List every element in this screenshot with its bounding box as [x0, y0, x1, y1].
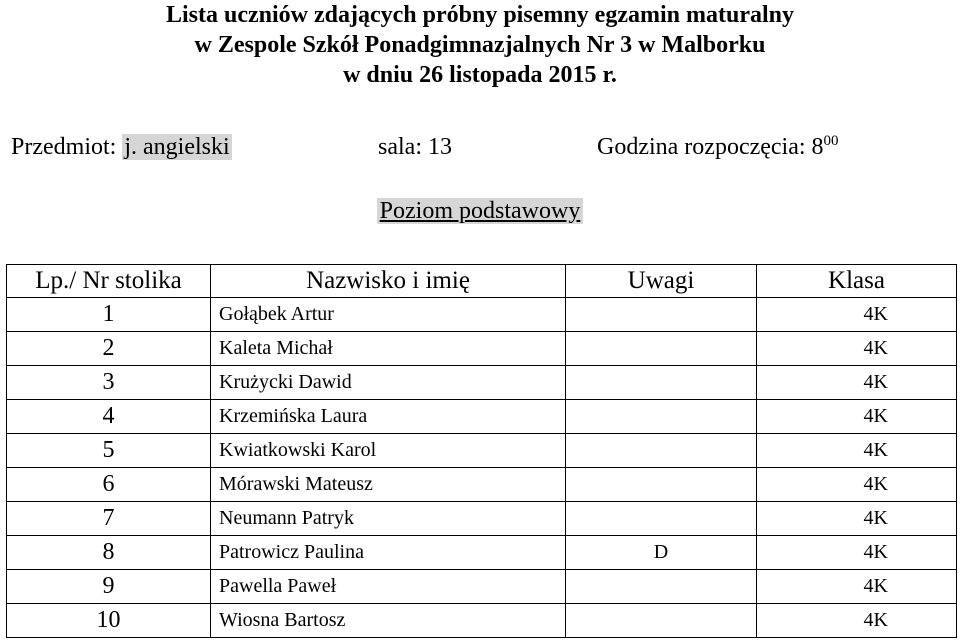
- table-row: [7, 604, 957, 638]
- cell-klasa: 4K: [757, 366, 957, 400]
- cell-lp: 10: [7, 604, 211, 638]
- column-header-lp: Lp./ Nr stolika: [7, 265, 211, 298]
- cell-lp: 2: [7, 332, 211, 366]
- cell-name: Gołąbek Artur: [211, 298, 566, 332]
- cell-uwagi: [566, 298, 757, 332]
- exam-level-label: Poziom podstawowy: [377, 198, 584, 224]
- cell-lp: 4: [7, 400, 211, 434]
- cell-klasa: 4K: [757, 400, 957, 434]
- cell-lp: 7: [7, 502, 211, 536]
- cell-uwagi: [566, 434, 757, 468]
- cell-uwagi: [566, 332, 757, 366]
- subject-label: Przedmiot:: [11, 134, 117, 160]
- cell-klasa: 4K: [757, 570, 957, 604]
- column-header-klasa: Klasa: [757, 265, 957, 298]
- header-school: w Zespole Szkół Ponadgimnazjalnych Nr 3 w Malborku: [194, 32, 766, 58]
- room-info: sala: 13: [378, 134, 452, 160]
- cell-uwagi: [566, 400, 757, 434]
- table-row: [7, 536, 957, 570]
- cell-uwagi: D: [566, 536, 757, 570]
- start-time-minutes: 00: [823, 133, 839, 149]
- cell-name: Wiosna Bartosz: [211, 604, 566, 638]
- table-row: [7, 366, 957, 400]
- cell-name: Krużycki Dawid: [211, 366, 566, 400]
- header-title: Lista uczniów zdających próbny pisemny egzamin maturalny: [165, 2, 794, 28]
- student-table: [6, 264, 957, 638]
- cell-lp: 3: [7, 366, 211, 400]
- cell-uwagi: [566, 604, 757, 638]
- start-time-label: Godzina rozpoczęcia: 8: [597, 134, 824, 160]
- column-header-name: Nazwisko i imię: [211, 265, 566, 298]
- cell-lp: 1: [7, 298, 211, 332]
- cell-uwagi: [566, 570, 757, 604]
- cell-klasa: 4K: [757, 298, 957, 332]
- cell-klasa: 4K: [757, 604, 957, 638]
- cell-name: Neumann Patryk: [211, 502, 566, 536]
- cell-name: Patrowicz Paulina: [211, 536, 566, 570]
- cell-name: Pawella Paweł: [211, 570, 566, 604]
- table-row: [7, 468, 957, 502]
- cell-name: Mórawski Mateusz: [211, 468, 566, 502]
- table-row: [7, 434, 957, 468]
- cell-uwagi: [566, 468, 757, 502]
- cell-lp: 6: [7, 468, 211, 502]
- cell-lp: 5: [7, 434, 211, 468]
- cell-klasa: 4K: [757, 536, 957, 570]
- cell-name: Krzemińska Laura: [211, 400, 566, 434]
- cell-klasa: 4K: [757, 468, 957, 502]
- document-header: [0, 0, 960, 90]
- subject-info: [11, 130, 232, 164]
- table-row: [7, 332, 957, 366]
- cell-klasa: 4K: [757, 434, 957, 468]
- cell-lp: 9: [7, 570, 211, 604]
- table-row: [7, 298, 957, 332]
- cell-uwagi: [566, 502, 757, 536]
- start-time: [597, 130, 839, 164]
- subject-row: [0, 130, 960, 164]
- table-row: [7, 502, 957, 536]
- header-date: w dniu 26 listopada 2015 r.: [343, 62, 617, 88]
- cell-uwagi: [566, 366, 757, 400]
- table-header-row: [7, 265, 957, 298]
- column-header-uwagi: Uwagi: [566, 265, 757, 298]
- cell-klasa: 4K: [757, 502, 957, 536]
- cell-name: Kaleta Michał: [211, 332, 566, 366]
- table-row: [7, 400, 957, 434]
- cell-lp: 8: [7, 536, 211, 570]
- exam-level: [0, 194, 960, 228]
- cell-klasa: 4K: [757, 332, 957, 366]
- subject-value: j. angielski: [124, 134, 230, 160]
- table-row: [7, 570, 957, 604]
- cell-name: Kwiatkowski Karol: [211, 434, 566, 468]
